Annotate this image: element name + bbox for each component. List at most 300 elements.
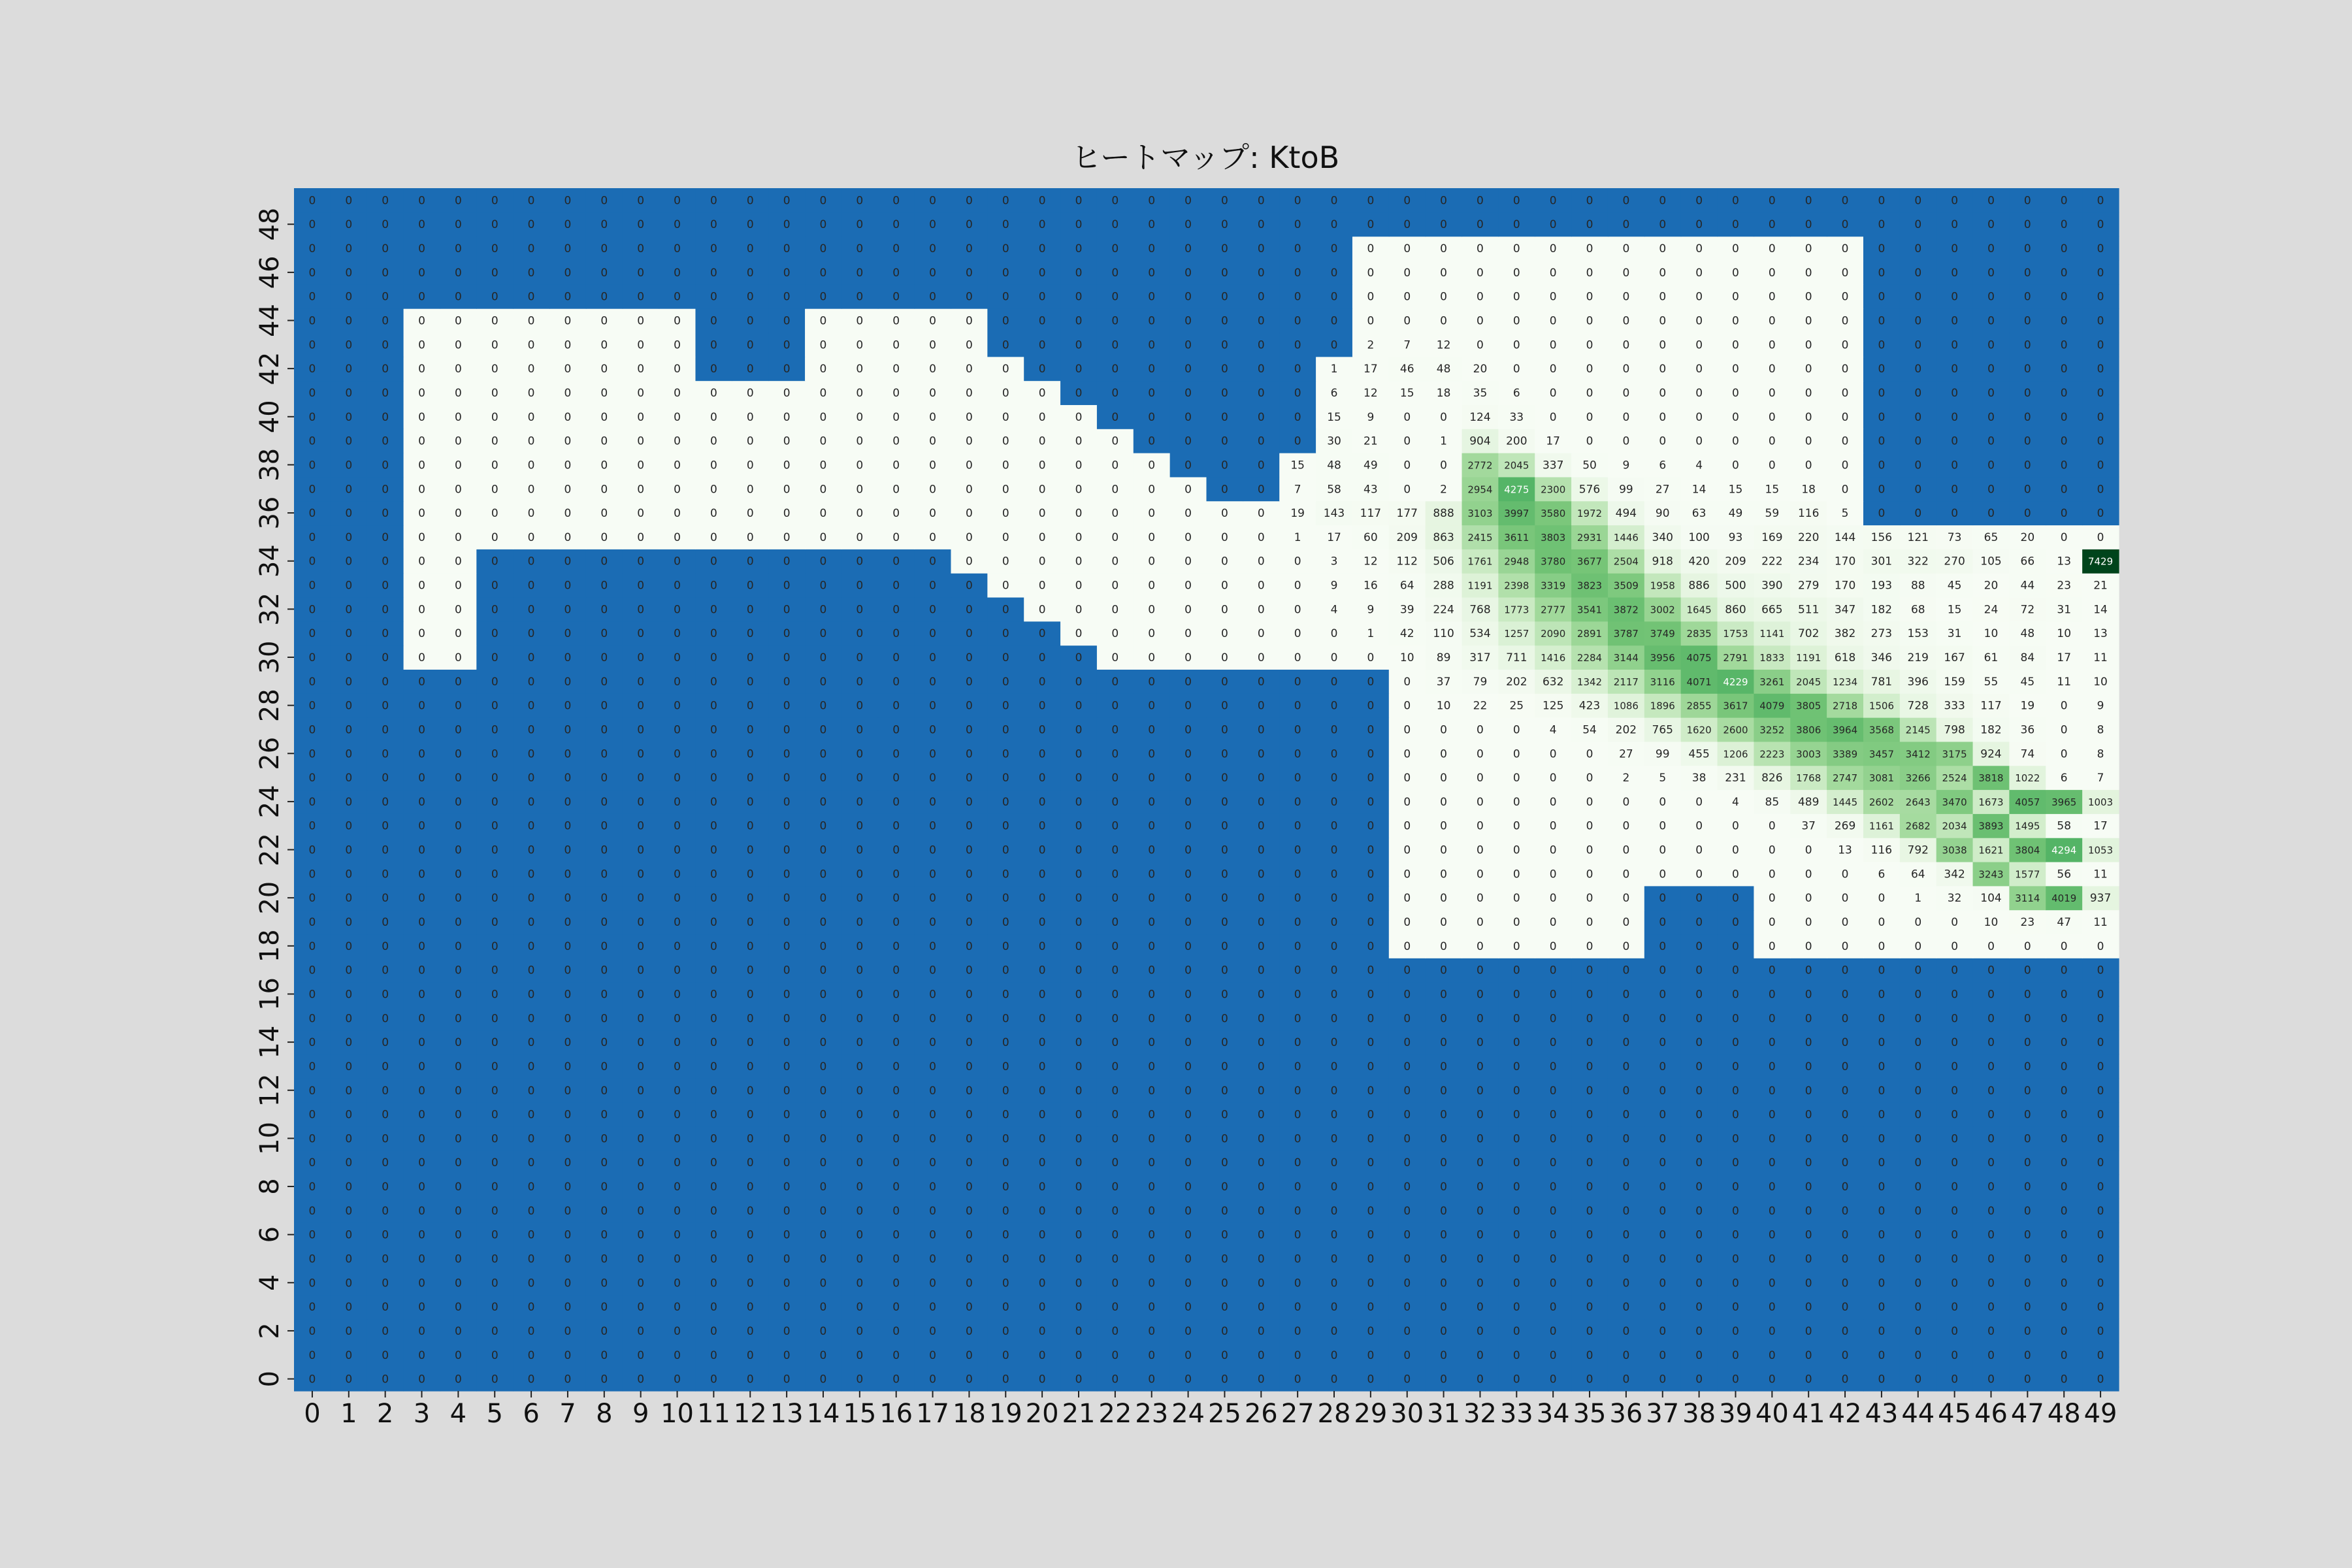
cell-value-label: 0 bbox=[1841, 1373, 1849, 1386]
cell-value-label: 0 bbox=[965, 1373, 973, 1386]
cell-value-label: 0 bbox=[2023, 218, 2031, 232]
cell-value-label: 0 bbox=[1841, 939, 1849, 953]
cell-value-label: 0 bbox=[637, 1036, 645, 1050]
cell-value-label: 0 bbox=[965, 964, 973, 977]
cell-value-label: 0 bbox=[1257, 939, 1265, 953]
cell-value-label: 0 bbox=[382, 1324, 389, 1338]
cell-value-label: 0 bbox=[1732, 964, 1739, 977]
cell-value-label: 0 bbox=[491, 314, 498, 328]
cell-value-label: 0 bbox=[637, 483, 645, 497]
cell-value-label: 0 bbox=[418, 1181, 425, 1194]
cell-value-label: 0 bbox=[1841, 242, 1849, 256]
cell-value-label: 0 bbox=[1914, 916, 1922, 930]
cell-value-label: 0 bbox=[345, 1277, 353, 1290]
cell-value-label: 3457 bbox=[1869, 748, 1895, 760]
cell-value-label: 0 bbox=[345, 386, 353, 400]
cell-value-label: 0 bbox=[746, 651, 754, 664]
cell-value-label: 0 bbox=[1841, 459, 1849, 472]
cell-value-label: 0 bbox=[710, 194, 717, 208]
cell-value-label: 0 bbox=[600, 507, 608, 521]
cell-value-label: 0 bbox=[637, 939, 645, 953]
cell-value-label: 0 bbox=[1367, 819, 1375, 833]
cell-value-label: 0 bbox=[1002, 555, 1009, 568]
cell-value-label: 0 bbox=[1075, 1301, 1083, 1315]
cell-value-label: 0 bbox=[564, 410, 572, 424]
cell-value-label: 0 bbox=[783, 1132, 791, 1146]
cell-value-label: 0 bbox=[1075, 386, 1083, 400]
cell-value-label: 0 bbox=[1768, 459, 1776, 472]
cell-value-label: 0 bbox=[746, 483, 754, 497]
cell-value-label: 0 bbox=[856, 747, 864, 761]
cell-value-label: 0 bbox=[454, 1012, 462, 1026]
cell-value-label: 0 bbox=[2060, 314, 2068, 328]
cell-value-label: 0 bbox=[892, 723, 900, 737]
cell-value-label: 0 bbox=[308, 290, 316, 304]
cell-value-label: 72 bbox=[2020, 603, 2035, 617]
cell-value-label: 0 bbox=[527, 386, 535, 400]
cell-value-label: 0 bbox=[1586, 314, 1593, 328]
cell-value-label: 0 bbox=[345, 1156, 353, 1170]
cell-value-label: 0 bbox=[418, 1108, 425, 1122]
cell-value-label: 0 bbox=[1075, 1204, 1083, 1218]
cell-value-label: 0 bbox=[1257, 338, 1265, 352]
cell-value-label: 0 bbox=[2097, 410, 2104, 424]
cell-value-label: 0 bbox=[1002, 1204, 1009, 1218]
cell-value-label: 0 bbox=[929, 386, 936, 400]
cell-value-label: 0 bbox=[564, 627, 572, 641]
cell-value-label: 0 bbox=[1257, 459, 1265, 472]
cell-value-label: 0 bbox=[783, 1108, 791, 1122]
cell-value-label: 0 bbox=[1987, 459, 1995, 472]
cell-value-label: 0 bbox=[1294, 699, 1301, 713]
cell-value-label: 0 bbox=[600, 1012, 608, 1026]
cell-value-label: 0 bbox=[1695, 843, 1703, 857]
cell-value-label: 13 bbox=[2057, 555, 2072, 568]
cell-value-label: 0 bbox=[1841, 338, 1849, 352]
cell-value-label: 3319 bbox=[1541, 580, 1566, 592]
cell-value-label: 0 bbox=[929, 1156, 936, 1170]
cell-value-label: 110 bbox=[1433, 627, 1454, 641]
cell-value-label: 0 bbox=[1184, 1084, 1192, 1098]
cell-value-label: 0 bbox=[1221, 1108, 1228, 1122]
cell-value-label: 0 bbox=[418, 266, 425, 280]
cell-value-label: 0 bbox=[1695, 939, 1703, 953]
cell-value-label: 0 bbox=[2060, 1181, 2068, 1194]
cell-value-label: 0 bbox=[491, 410, 498, 424]
cell-value-label: 0 bbox=[308, 363, 316, 376]
cell-value-label: 0 bbox=[1221, 1348, 1228, 1362]
cell-value-label: 0 bbox=[418, 194, 425, 208]
cell-value-label: 0 bbox=[1330, 314, 1338, 328]
cell-value-label: 0 bbox=[345, 531, 353, 544]
cell-value-label: 0 bbox=[856, 579, 864, 593]
cell-value-label: 0 bbox=[1038, 314, 1046, 328]
cell-value-label: 0 bbox=[1184, 651, 1192, 664]
cell-value-label: 0 bbox=[1477, 1181, 1484, 1194]
cell-value-label: 0 bbox=[674, 555, 681, 568]
cell-value-label: 0 bbox=[1512, 1132, 1520, 1146]
cell-value-label: 0 bbox=[308, 1036, 316, 1050]
cell-value-label: 0 bbox=[1111, 868, 1119, 881]
cell-value-label: 0 bbox=[527, 266, 535, 280]
cell-value-label: 0 bbox=[892, 338, 900, 352]
cell-value-label: 0 bbox=[1586, 916, 1593, 930]
cell-value-label: 0 bbox=[856, 1156, 864, 1170]
cell-value-label: 0 bbox=[710, 916, 717, 930]
cell-value-label: 0 bbox=[564, 1252, 572, 1266]
cell-value-label: 0 bbox=[892, 939, 900, 953]
cell-value-label: 0 bbox=[1512, 1277, 1520, 1290]
cell-value-label: 0 bbox=[1038, 1348, 1046, 1362]
cell-value-label: 0 bbox=[345, 772, 353, 785]
cell-value-label: 0 bbox=[1330, 747, 1338, 761]
cell-value-label: 0 bbox=[965, 290, 973, 304]
cell-value-label: 45 bbox=[1947, 579, 1962, 593]
cell-value-label: 0 bbox=[1403, 772, 1411, 785]
cell-value-label: 0 bbox=[418, 555, 425, 568]
cell-value-label: 0 bbox=[1549, 1324, 1557, 1338]
cell-value-label: 0 bbox=[1075, 868, 1083, 881]
cell-value-label: 0 bbox=[1111, 843, 1119, 857]
cell-value-label: 0 bbox=[1294, 410, 1301, 424]
cell-value-label: 0 bbox=[892, 194, 900, 208]
cell-value-label: 0 bbox=[1148, 747, 1156, 761]
cell-value-label: 0 bbox=[856, 1012, 864, 1026]
cell-value-label: 0 bbox=[1586, 1324, 1593, 1338]
cell-value-label: 0 bbox=[1695, 363, 1703, 376]
cell-value-label: 0 bbox=[308, 266, 316, 280]
cell-value-label: 0 bbox=[454, 531, 462, 544]
cell-value-label: 0 bbox=[1038, 290, 1046, 304]
cell-value-label: 0 bbox=[819, 1204, 827, 1218]
cell-value-label: 273 bbox=[1870, 627, 1893, 641]
cell-value-label: 0 bbox=[1586, 1036, 1593, 1050]
cell-value-label: 0 bbox=[1477, 314, 1484, 328]
cell-value-label: 0 bbox=[491, 483, 498, 497]
cell-value-label: 0 bbox=[1951, 964, 1959, 977]
cell-value-label: 0 bbox=[929, 964, 936, 977]
cell-value-label: 0 bbox=[856, 627, 864, 641]
cell-value-label: 0 bbox=[1805, 1252, 1812, 1266]
cell-value-label: 7 bbox=[1294, 483, 1301, 497]
cell-value-label: 0 bbox=[1257, 1060, 1265, 1073]
cell-value-label: 0 bbox=[382, 1181, 389, 1194]
cell-value-label: 0 bbox=[1294, 314, 1301, 328]
cell-value-label: 0 bbox=[965, 555, 973, 568]
cell-value-label: 0 bbox=[1695, 194, 1703, 208]
cell-value-label: 0 bbox=[1330, 1156, 1338, 1170]
cell-value-label: 0 bbox=[1659, 1204, 1667, 1218]
cell-value-label: 0 bbox=[1805, 1012, 1812, 1026]
cell-value-label: 0 bbox=[1111, 266, 1119, 280]
cell-value-label: 0 bbox=[929, 579, 936, 593]
cell-value-label: 182 bbox=[1980, 723, 2002, 737]
cell-value-label: 0 bbox=[819, 410, 827, 424]
cell-value-label: 0 bbox=[746, 386, 754, 400]
cell-value-label: 0 bbox=[965, 579, 973, 593]
cell-value-label: 0 bbox=[308, 819, 316, 833]
cell-value-label: 0 bbox=[527, 988, 535, 1002]
cell-value-label: 0 bbox=[1111, 531, 1119, 544]
cell-value-label: 0 bbox=[1440, 772, 1448, 785]
cell-value-label: 0 bbox=[1002, 1132, 1009, 1146]
cell-value-label: 0 bbox=[418, 531, 425, 544]
cell-value-label: 0 bbox=[746, 627, 754, 641]
cell-value-label: 0 bbox=[1184, 363, 1192, 376]
cell-value-label: 0 bbox=[1477, 218, 1484, 232]
cell-value-label: 48 bbox=[1327, 459, 1341, 472]
cell-value-label: 0 bbox=[1221, 363, 1228, 376]
cell-value-label: 0 bbox=[1002, 1156, 1009, 1170]
cell-value-label: 0 bbox=[783, 218, 791, 232]
cell-value-label: 66 bbox=[2020, 555, 2035, 568]
cell-value-label: 0 bbox=[637, 699, 645, 713]
cell-value-label: 0 bbox=[1768, 1277, 1776, 1290]
cell-value-label: 0 bbox=[1148, 266, 1156, 280]
cell-value-label: 0 bbox=[1477, 723, 1484, 737]
cell-value-label: 0 bbox=[929, 795, 936, 809]
cell-value-label: 0 bbox=[564, 363, 572, 376]
cell-value-label: 0 bbox=[1477, 1348, 1484, 1362]
cell-value-label: 93 bbox=[1728, 531, 1743, 544]
cell-value-label: 1234 bbox=[1832, 676, 1858, 688]
cell-value-label: 45 bbox=[2020, 675, 2035, 689]
cell-value-label: 0 bbox=[856, 868, 864, 881]
cell-value-label: 0 bbox=[2023, 1204, 2031, 1218]
cell-value-label: 886 bbox=[1688, 579, 1710, 593]
cell-value-label: 0 bbox=[1148, 579, 1156, 593]
cell-value-label: 0 bbox=[1038, 410, 1046, 424]
cell-value-label: 0 bbox=[1477, 1012, 1484, 1026]
cell-value-label: 0 bbox=[856, 386, 864, 400]
cell-value-label: 3002 bbox=[1650, 604, 1675, 616]
cell-value-label: 153 bbox=[1907, 627, 1929, 641]
cell-value-label: 0 bbox=[783, 1324, 791, 1338]
cell-value-label: 0 bbox=[965, 747, 973, 761]
cell-value-label: 0 bbox=[345, 1181, 353, 1194]
cell-value-label: 0 bbox=[308, 772, 316, 785]
cell-value-label: 2791 bbox=[1723, 651, 1748, 664]
cell-value-label: 0 bbox=[345, 1084, 353, 1098]
cell-value-label: 0 bbox=[1878, 1228, 1886, 1242]
cell-value-label: 0 bbox=[1148, 314, 1156, 328]
cell-value-label: 14 bbox=[1691, 483, 1707, 497]
cell-value-label: 0 bbox=[1294, 675, 1301, 689]
cell-value-label: 0 bbox=[1695, 290, 1703, 304]
cell-value-label: 15 bbox=[1728, 483, 1743, 497]
cell-value-label: 0 bbox=[783, 939, 791, 953]
cell-value-label: 0 bbox=[527, 434, 535, 448]
cell-value-label: 0 bbox=[1768, 1373, 1776, 1386]
cell-value-label: 10 bbox=[1436, 699, 1451, 713]
cell-value-label: 0 bbox=[600, 1324, 608, 1338]
cell-value-label: 0 bbox=[929, 1348, 936, 1362]
cell-value-label: 0 bbox=[2023, 459, 2031, 472]
cell-value-label: 0 bbox=[345, 483, 353, 497]
cell-value-label: 0 bbox=[746, 1204, 754, 1218]
cell-value-label: 0 bbox=[1805, 1084, 1812, 1098]
cell-value-label: 0 bbox=[1184, 483, 1192, 497]
cell-value-label: 0 bbox=[783, 579, 791, 593]
cell-value-label: 0 bbox=[1403, 266, 1411, 280]
cell-value-label: 0 bbox=[1440, 290, 1448, 304]
cell-value-label: 0 bbox=[527, 1324, 535, 1338]
cell-value-label: 0 bbox=[1148, 1132, 1156, 1146]
cell-value-label: 0 bbox=[746, 290, 754, 304]
cell-value-label: 0 bbox=[674, 290, 681, 304]
cell-value-label: 0 bbox=[929, 1301, 936, 1315]
cell-value-label: 0 bbox=[1512, 843, 1520, 857]
cell-value-label: 0 bbox=[308, 795, 316, 809]
cell-value-label: 0 bbox=[382, 266, 389, 280]
cell-value-label: 0 bbox=[1512, 1204, 1520, 1218]
cell-value-label: 0 bbox=[1586, 386, 1593, 400]
cell-value-label: 0 bbox=[1257, 1156, 1265, 1170]
cell-value-label: 0 bbox=[1367, 290, 1375, 304]
cell-value-label: 10 bbox=[1984, 916, 1999, 930]
cell-value-label: 1191 bbox=[1467, 580, 1493, 592]
cell-value-label: 0 bbox=[892, 386, 900, 400]
cell-value-label: 0 bbox=[1148, 819, 1156, 833]
cell-value-label: 0 bbox=[308, 507, 316, 521]
cell-value-label: 0 bbox=[1768, 1036, 1776, 1050]
cell-value-label: 0 bbox=[819, 579, 827, 593]
cell-value-label: 31 bbox=[2057, 603, 2072, 617]
cell-value-label: 0 bbox=[418, 1132, 425, 1146]
cell-value-label: 0 bbox=[929, 916, 936, 930]
cell-value-label: 0 bbox=[1732, 1132, 1739, 1146]
cell-value-label: 0 bbox=[1878, 916, 1886, 930]
cell-value-label: 200 bbox=[1506, 434, 1527, 448]
cell-value-label: 0 bbox=[1257, 723, 1265, 737]
cell-value-label: 1768 bbox=[1796, 772, 1821, 785]
cell-value-label: 0 bbox=[710, 1277, 717, 1290]
cell-value-label: 0 bbox=[746, 338, 754, 352]
cell-value-label: 0 bbox=[746, 194, 754, 208]
cell-value-label: 0 bbox=[746, 1277, 754, 1290]
cell-value-label: 0 bbox=[1951, 314, 1959, 328]
cell-value-label: 30 bbox=[1327, 434, 1341, 448]
cell-value-label: 0 bbox=[1549, 747, 1557, 761]
cell-value-label: 0 bbox=[2060, 1108, 2068, 1122]
cell-value-label: 0 bbox=[382, 1060, 389, 1073]
cell-value-label: 0 bbox=[1002, 218, 1009, 232]
cell-value-label: 20 bbox=[2020, 531, 2035, 544]
cell-value-label: 4275 bbox=[1504, 483, 1529, 496]
cell-value-label: 0 bbox=[637, 1301, 645, 1315]
cell-value-label: 0 bbox=[1075, 410, 1083, 424]
cell-value-label: 0 bbox=[1878, 507, 1886, 521]
cell-value-label: 0 bbox=[2097, 1204, 2104, 1218]
cell-value-label: 0 bbox=[1294, 1252, 1301, 1266]
cell-value-label: 0 bbox=[1695, 916, 1703, 930]
cell-value-label: 0 bbox=[1841, 1108, 1849, 1122]
cell-value-label: 0 bbox=[2023, 1012, 2031, 1026]
cell-value-label: 0 bbox=[345, 795, 353, 809]
cell-value-label: 0 bbox=[783, 1181, 791, 1194]
cell-value-label: 0 bbox=[637, 194, 645, 208]
cell-value-label: 0 bbox=[710, 964, 717, 977]
cell-value-label: 0 bbox=[1038, 699, 1046, 713]
cell-value-label: 0 bbox=[1002, 868, 1009, 881]
cell-value-label: 347 bbox=[1834, 603, 1856, 617]
cell-value-label: 534 bbox=[1469, 627, 1491, 641]
cell-value-label: 0 bbox=[527, 579, 535, 593]
cell-value-label: 0 bbox=[491, 434, 498, 448]
cell-value-label: 0 bbox=[819, 218, 827, 232]
cell-value-label: 0 bbox=[1002, 314, 1009, 328]
cell-value-label: 0 bbox=[527, 627, 535, 641]
cell-value-label: 1086 bbox=[1613, 700, 1639, 712]
cell-value-label: 0 bbox=[1111, 1084, 1119, 1098]
cell-value-label: 0 bbox=[746, 531, 754, 544]
cell-value-label: 0 bbox=[1732, 819, 1739, 833]
cell-value-label: 0 bbox=[308, 338, 316, 352]
cell-value-label: 0 bbox=[637, 579, 645, 593]
cell-value-label: 0 bbox=[674, 434, 681, 448]
cell-value-label: 0 bbox=[600, 723, 608, 737]
cell-value-label: 0 bbox=[418, 675, 425, 689]
cell-value-label: 0 bbox=[1768, 1108, 1776, 1122]
cell-value-label: 0 bbox=[1257, 699, 1265, 713]
cell-value-label: 0 bbox=[929, 218, 936, 232]
cell-value-label: 0 bbox=[1184, 939, 1192, 953]
cell-value-label: 0 bbox=[892, 434, 900, 448]
cell-value-label: 0 bbox=[1695, 1084, 1703, 1098]
cell-value-label: 0 bbox=[1659, 410, 1667, 424]
cell-value-label: 0 bbox=[892, 483, 900, 497]
cell-value-label: 0 bbox=[1111, 939, 1119, 953]
cell-value-label: 0 bbox=[674, 723, 681, 737]
cell-value-label: 0 bbox=[600, 795, 608, 809]
cell-value-label: 0 bbox=[929, 1277, 936, 1290]
cell-value-label: 0 bbox=[783, 434, 791, 448]
cell-value-label: 0 bbox=[1512, 338, 1520, 352]
cell-value-label: 1 bbox=[1367, 627, 1375, 641]
cell-value-label: 6 bbox=[1878, 868, 1886, 881]
cell-value-label: 0 bbox=[710, 1156, 717, 1170]
cell-value-label: 0 bbox=[1257, 675, 1265, 689]
cell-value-label: 0 bbox=[1148, 868, 1156, 881]
cell-value-label: 0 bbox=[965, 531, 973, 544]
cell-value-label: 0 bbox=[1367, 1373, 1375, 1386]
cell-value-label: 0 bbox=[1184, 988, 1192, 1002]
cell-value-label: 0 bbox=[564, 1060, 572, 1073]
cell-value-label: 0 bbox=[1184, 290, 1192, 304]
cell-value-label: 55 bbox=[1984, 675, 1999, 689]
cell-value-label: 0 bbox=[1878, 266, 1886, 280]
cell-value-label: 0 bbox=[819, 699, 827, 713]
cell-value-label: 0 bbox=[1841, 314, 1849, 328]
cell-value-label: 0 bbox=[746, 1252, 754, 1266]
cell-value-label: 0 bbox=[1148, 1324, 1156, 1338]
cell-value-label: 0 bbox=[1367, 675, 1375, 689]
cell-value-label: 0 bbox=[783, 1228, 791, 1242]
cell-value-label: 0 bbox=[454, 964, 462, 977]
cell-value-label: 38 bbox=[1691, 772, 1707, 785]
cell-value-label: 0 bbox=[345, 747, 353, 761]
cell-value-label: 2223 bbox=[1759, 748, 1785, 760]
cell-value-label: 0 bbox=[929, 410, 936, 424]
cell-value-label: 0 bbox=[965, 1277, 973, 1290]
cell-value-label: 0 bbox=[2023, 1252, 2031, 1266]
cell-value-label: 0 bbox=[1440, 1324, 1448, 1338]
cell-value-label: 0 bbox=[1111, 651, 1119, 664]
cell-value-label: 0 bbox=[382, 579, 389, 593]
cell-value-label: 0 bbox=[1111, 579, 1119, 593]
cell-value-label: 0 bbox=[1257, 1204, 1265, 1218]
cell-value-label: 0 bbox=[418, 772, 425, 785]
